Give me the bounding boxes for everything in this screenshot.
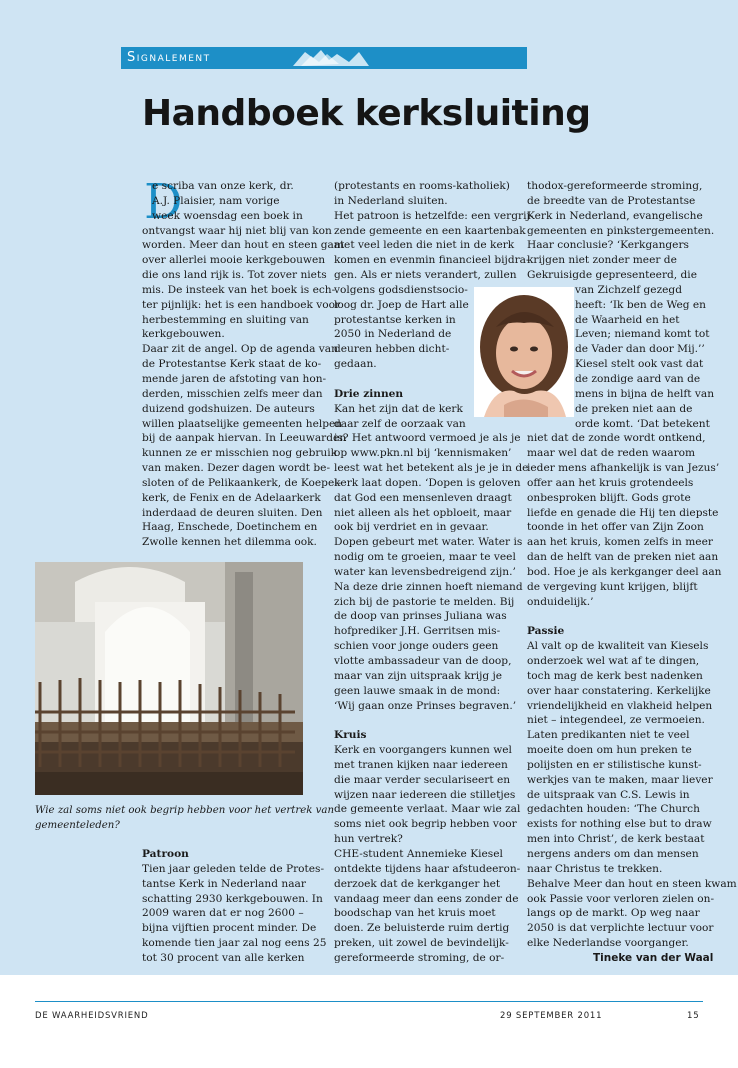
- text-line: met veel leden die niet in de kerk: [334, 239, 515, 252]
- text-line: CHE-student Annemieke Kiesel: [334, 847, 503, 860]
- text-line: de vergeving kunt krijgen, blijft: [527, 580, 698, 593]
- text-line: water kan levensbedreigend zijn.’: [334, 565, 516, 578]
- caption-line: Wie zal soms niet ook begrip hebben voor het vertrek van: [35, 805, 335, 816]
- text-line: Tien jaar geleden telde de Protes-: [142, 862, 325, 875]
- text-line: Dopen gebeurt met water. Water is: [334, 536, 523, 549]
- text-line: offer aan het kruis grotendeels: [527, 476, 694, 489]
- text-line: komen en evenmin financieel bijdra-: [334, 254, 530, 267]
- author-name: Tineke van der Waal: [593, 952, 714, 964]
- text-line: Gekruisigde gepresenteerd, die: [527, 269, 697, 282]
- text-line: Kiesel stelt ook vast dat: [575, 358, 704, 371]
- text-line: Het patroon is hetzelfde: een vergrij-: [334, 209, 534, 222]
- section-heading: Drie zinnen: [334, 387, 404, 400]
- text-line: van Zichzelf gezegd: [575, 283, 682, 296]
- text-line: ter pijnlijk: het is een handboek voor: [142, 298, 341, 311]
- footer-publication: DE WAARHEIDSVRIEND: [35, 1011, 149, 1021]
- text-line: schien voor jonge ouders geen: [334, 640, 499, 653]
- text-line: doen. Ze beluisterde ruim dertig: [334, 922, 510, 935]
- text-line: naar Christus te trekken.: [527, 862, 663, 875]
- text-line: de Protestantse Kerk staat de ko-: [142, 358, 322, 371]
- text-line: over allerlei mooie kerkgebouwen: [142, 254, 326, 267]
- text-line: protestantse kerken in: [334, 313, 456, 326]
- text-line: nodig om te groeien, maar te veel: [334, 551, 516, 564]
- text-line: tot 30 procent van alle kerken: [142, 951, 305, 964]
- church-interior-photo: [35, 562, 303, 795]
- text-line: Na deze drie zinnen hoeft niemand: [334, 580, 523, 593]
- text-line: kerkgebouwen.: [142, 328, 225, 341]
- text-line: exists for nothing else but to draw: [527, 818, 712, 831]
- text-line: soms niet ook begrip hebben voor: [334, 818, 517, 831]
- text-line: polijsten en er stilistische kunst-: [527, 758, 702, 771]
- text-line: de Waarheid en het: [575, 313, 680, 326]
- text-line: maar van zijn uitspraak krijg je: [334, 669, 503, 682]
- text-line: gedaan.: [334, 358, 377, 371]
- text-line: kunnen ze er misschien nog gebruik: [142, 447, 338, 460]
- text-line: onbesproken blijft. Gods grote: [527, 491, 691, 504]
- text-line: met tranen kijken naar iedereen: [334, 758, 508, 771]
- text-line: thodox-gereformeerde stroming,: [527, 180, 703, 192]
- section-heading: Patroon: [142, 848, 189, 860]
- text-line: Al valt op de kwaliteit van Kiesels: [527, 640, 709, 653]
- text-line: Daar zit de angel. Op de agenda van: [142, 343, 338, 356]
- text-line: niet alleen als het opbloeit, maar: [334, 506, 512, 519]
- text-line: Behalve Meer dan hout en steen kwam: [527, 877, 737, 890]
- text-line: wijzen naar iedereen die stilletjes: [334, 788, 516, 801]
- text-line: krijgen niet zonder meer de: [527, 254, 677, 267]
- text-line: deuren hebben dicht-: [334, 343, 450, 356]
- text-line: men into Christ’, de kerk bestaat: [527, 833, 705, 846]
- text-line: Zwolle kennen het dilemma ook.: [142, 536, 317, 549]
- text-line: (protestants en rooms-katholiek): [334, 180, 510, 192]
- text-line: dat God een mensenleven draagt: [334, 491, 512, 504]
- text-line: Haar conclusie? ‘Kerkgangers: [527, 239, 689, 252]
- footer-rule: [35, 1001, 703, 1002]
- text-line: werkjes van te maken, maar liever: [527, 773, 713, 786]
- text-line: gen. Als er niets verandert, zullen: [334, 269, 517, 282]
- column-3-text: [527, 179, 737, 951]
- text-line: derzoek dat de kerkganger het: [334, 877, 501, 890]
- text-line: ook bij verdriet en in gevaar.: [334, 521, 489, 534]
- text-line: zich bij de pastorie te melden. Bij: [334, 595, 515, 608]
- article-title: Handboek kerksluiting: [142, 93, 591, 134]
- text-line: preken, uit zowel de bevindelijk-: [334, 937, 509, 950]
- text-line: geen lauwe smaak in de mond:: [334, 684, 501, 697]
- text-line: de doop van prinses Juliana was: [334, 610, 507, 623]
- text-line: Leven; niemand komt tot: [575, 328, 710, 341]
- text-line: hofprediker J.H. Gerritsen mis-: [334, 625, 501, 638]
- text-line: toonde in het offer van Zijn Zoon: [527, 521, 704, 534]
- text-line: e scriba van onze kerk, dr.: [152, 180, 294, 192]
- text-line: maar wel dat de reden waarom: [527, 447, 696, 460]
- section-heading: Passie: [527, 625, 565, 638]
- text-line: gedachten houden: ‘The Church: [527, 803, 700, 816]
- text-line: kerk, de Fenix en de Adelaarkerk: [142, 491, 321, 504]
- text-line: worden. Meer dan hout en steen gaat: [142, 239, 345, 252]
- text-line: Laten predikanten niet te veel: [527, 729, 690, 742]
- text-line: 2009 waren dat er nog 2600 –: [142, 907, 304, 920]
- text-line: daar zelf de oorzaak van: [334, 417, 466, 430]
- footer-page-number: 15: [687, 1011, 700, 1021]
- text-line: elke Nederlandse voorganger.: [527, 937, 689, 950]
- text-line: de preken niet aan de: [575, 402, 693, 415]
- text-line: ontvangst waar hij niet blij van kon: [142, 224, 332, 237]
- text-line: nergens anders om dan mensen: [527, 847, 699, 860]
- text-line: bijna vijftien procent minder. De: [142, 922, 317, 935]
- photo-caption: [35, 803, 334, 833]
- text-line: aan het kruis, komen zelfs in meer: [527, 536, 713, 549]
- text-line: die maar verder seculariseert en: [334, 773, 511, 786]
- text-line: tantse Kerk in Nederland naar: [142, 877, 306, 890]
- text-line: van maken. Dezer dagen wordt be-: [142, 462, 331, 475]
- text-line: mis. De insteek van het boek is ech-: [142, 283, 336, 296]
- text-line: ook Passie voor verloren zielen on-: [527, 892, 715, 905]
- text-line: week woensdag een boek in: [152, 209, 303, 222]
- text-line: 2050 is dat verplichte lectuur voor: [527, 922, 714, 935]
- text-line: orde komt. ‘Dat betekent: [575, 417, 710, 430]
- text-line: de zondige aard van de: [575, 372, 701, 385]
- text-line: die ons land rijk is. Tot zover niets: [142, 269, 327, 282]
- text-line: gemeenten en pinkstergemeenten.: [527, 224, 715, 237]
- text-line: loog dr. Joep de Hart alle: [334, 298, 469, 311]
- text-line: gereformeerde stroming, de or-: [334, 951, 505, 964]
- text-line: ieder mens afhankelijk is van Jezus’: [527, 462, 720, 475]
- text-line: Haag, Enschede, Doetinchem en: [142, 521, 318, 534]
- column-1-text: [142, 174, 347, 550]
- text-line: ontdekte tijdens haar afstudeeron-: [334, 862, 521, 875]
- caption-line: gemeenteleden?: [35, 820, 120, 831]
- text-line: ‘Wij gaan onze Prinses begraven.’: [334, 699, 517, 712]
- text-line: boodschap van het kruis moet: [334, 907, 496, 920]
- text-line: de gemeente verlaat. Maar wie zal: [334, 803, 521, 816]
- text-line: moeite doen om hun preken te: [527, 744, 692, 757]
- text-line: inderdaad de deuren sluiten. Den: [142, 506, 323, 519]
- text-line: komende tien jaar zal nog eens 25: [142, 937, 327, 950]
- text-line: hun vertrek?: [334, 833, 403, 846]
- text-line: is? Het antwoord vermoed je als je: [334, 432, 521, 445]
- text-line: op www.pkn.nl bij ‘kennismaken’: [334, 447, 512, 460]
- text-line: liefde en genade die Hij ten diepste: [527, 506, 719, 519]
- text-line: over haar constatering. Kerkelijke: [527, 684, 711, 697]
- text-line: sloten of de Pelikaankerk, de Koepel-: [142, 476, 342, 489]
- text-line: vlotte ambassadeur van de doop,: [334, 655, 512, 667]
- column-1-lower-text: [142, 847, 326, 966]
- text-line: niet – integendeel, ze vermoeien.: [527, 714, 705, 727]
- section-label: [121, 47, 527, 69]
- text-line: derden, misschien zelfs meer dan: [142, 387, 323, 400]
- text-line: kerk laat dopen. ‘Dopen is geloven: [334, 476, 521, 489]
- text-line: mende jaren de afstoting van hon-: [142, 372, 327, 385]
- text-line: willen plaatselijke gemeenten helpen: [142, 417, 343, 430]
- text-line: heeft: ‘Ik ben de Weg en: [575, 298, 707, 311]
- text-line: in Nederland sluiten.: [334, 194, 448, 207]
- text-line: bod. Hoe je als kerkganger deel aan: [527, 565, 722, 578]
- decorative-figure-icon: [291, 48, 371, 68]
- text-line: schatting 2930 kerkgebouwen. In: [142, 892, 323, 905]
- text-line: de Vader dan door Mij.’’: [575, 343, 705, 356]
- text-line: toch mag de kerk best nadenken: [527, 669, 703, 682]
- text-line: herbestemming en sluiting van: [142, 313, 309, 326]
- drop-cap: D: [144, 174, 183, 230]
- footer-date: 29 SEPTEMBER 2011: [500, 1011, 603, 1021]
- text-line: dan de helft van de preken niet aan: [527, 551, 719, 564]
- text-line: Kerk in Nederland, evangelische: [527, 209, 703, 222]
- text-line: vriendelijkheid en vlakheid helpen: [527, 699, 713, 712]
- text-line: bij de aanpak hiervan. In Leeuwarden: [142, 432, 347, 445]
- text-line: langs op de markt. Op weg naar: [527, 907, 700, 920]
- text-line: de breedte van de Protestantse: [527, 194, 696, 207]
- text-line: niet dat de zonde wordt ontkend,: [527, 432, 706, 445]
- text-line: Kerk en voorgangers kunnen wel: [334, 744, 512, 757]
- paragraph-spacer: [527, 609, 737, 624]
- text-line: de uitspraak van C.S. Lewis in: [527, 788, 690, 801]
- section-label-text: Signalement: [127, 50, 211, 65]
- text-line: 2050 in Nederland de: [334, 328, 452, 341]
- text-line: duizend godshuizen. De auteurs: [142, 402, 315, 415]
- paragraph-spacer: [334, 713, 533, 728]
- text-line: vandaag meer dan eens zonder de: [334, 892, 519, 905]
- text-line: mens in bijna de helft van: [575, 387, 715, 400]
- text-line: Kan het zijn dat de kerk: [334, 402, 463, 415]
- section-heading: Kruis: [334, 729, 367, 742]
- text-line: leest wat het betekent als je je in de: [334, 462, 529, 475]
- text-line: A.J. Plaisier, nam vorige: [152, 194, 280, 207]
- text-line: onduidelijk.’: [527, 595, 594, 608]
- text-line: onderzoek wel wat af te dingen,: [527, 655, 700, 667]
- text-line: zende gemeente en een kaartenbak: [334, 224, 526, 237]
- text-line: volgens godsdienstsocio-: [334, 283, 468, 296]
